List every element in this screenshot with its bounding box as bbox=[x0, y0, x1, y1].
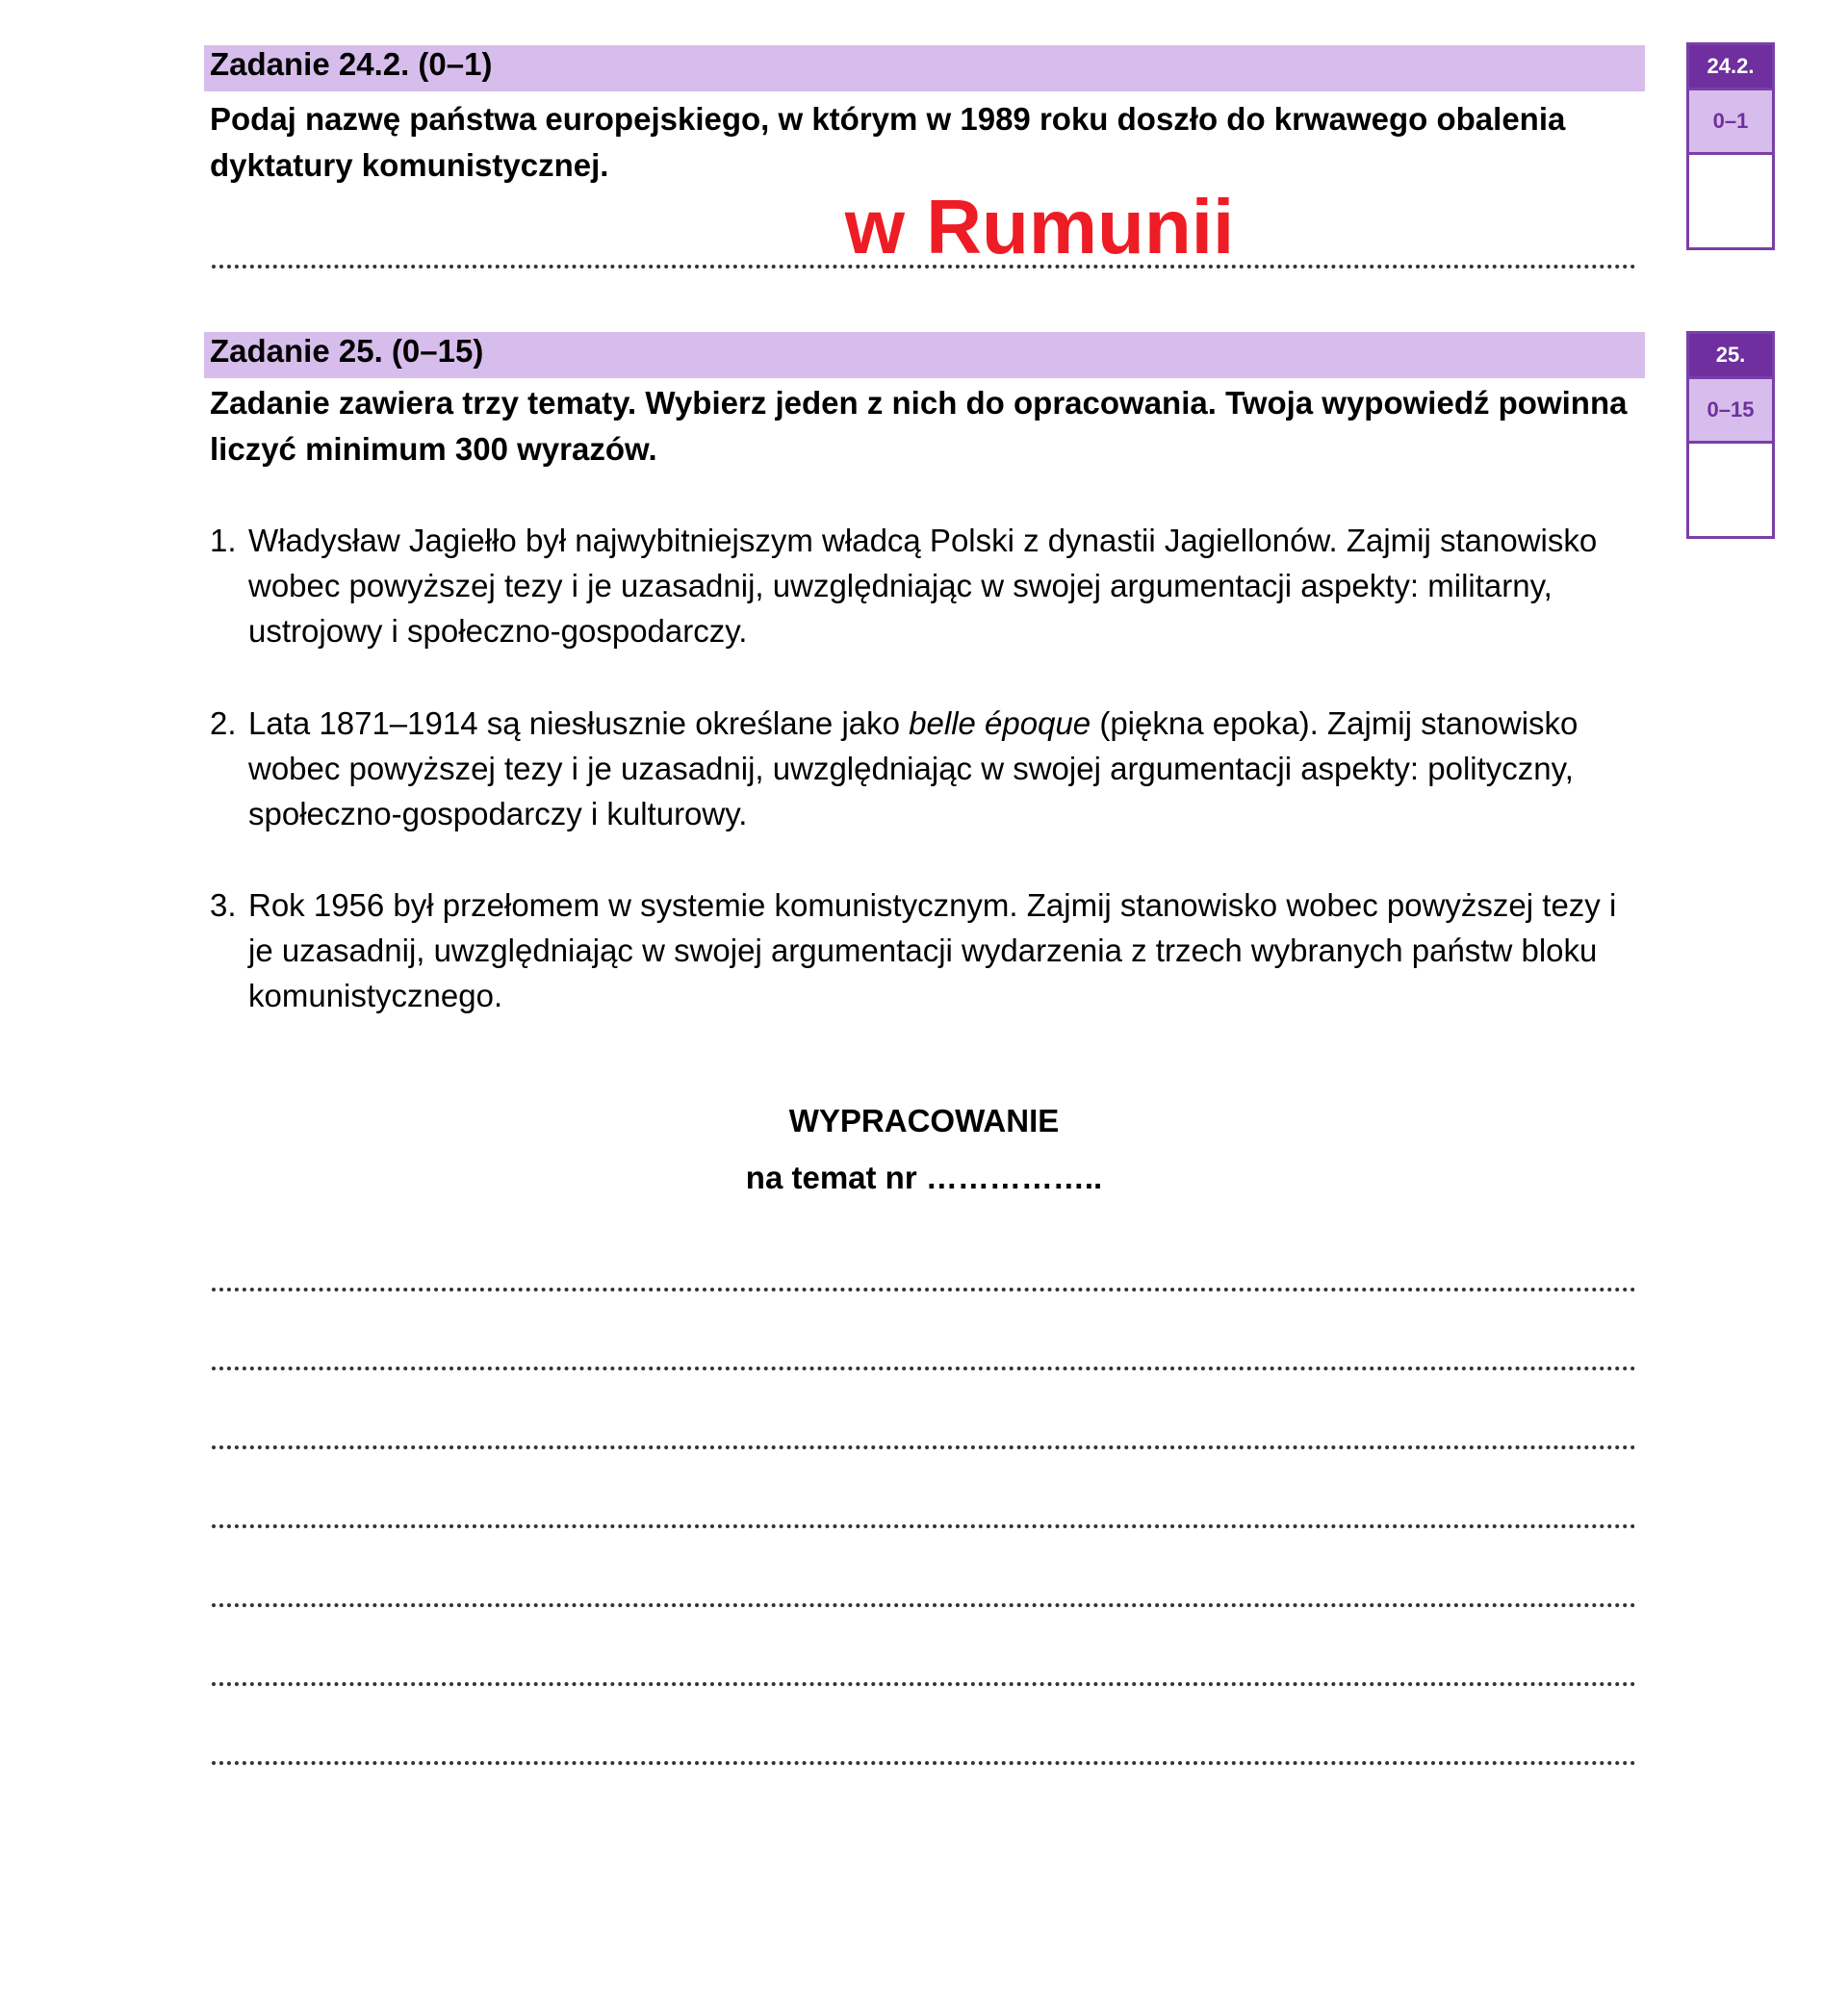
essay-line[interactable] bbox=[212, 1445, 1636, 1449]
task-24-2-handwritten-answer: w Rumunii bbox=[844, 184, 1235, 269]
task-25-score-field[interactable] bbox=[1689, 444, 1772, 536]
topic-1-number: 1. bbox=[210, 523, 237, 558]
topic-1-text: Władysław Jagiełło był najwybitniejszym władcą Polski z dynastii Jagiellonów. Zajmij stanowisko wobec powyższej tezy i je uzasadnij, uwzględniając w swojej argumentacji aspekty: militarny, ustrojowy i społeczno-gospodarczy. bbox=[248, 523, 1598, 649]
task-24-2-score-id: 24.2. bbox=[1689, 45, 1772, 88]
essay-topic-label: na temat nr …………….. bbox=[745, 1160, 1103, 1195]
topic-2-text-after: (piękna epoka). Zajmij stanowisko wobec powyższej tezy i je uzasadnij, uwzględniając w swojej argumentacji aspekty: polityczny, społeczno-gospodarczy i kulturowy. bbox=[248, 705, 1578, 831]
essay-line[interactable] bbox=[212, 1288, 1636, 1291]
task-25-score-id: 25. bbox=[1689, 334, 1772, 376]
task-25-score-range: 0–15 bbox=[1689, 376, 1772, 444]
task-24-2-title: Zadanie 24.2. (0–1) bbox=[210, 46, 493, 82]
task-24-2-score-box bbox=[1686, 42, 1775, 250]
topic-3-text: Rok 1956 był przełomem w systemie komunistycznym. Zajmij stanowisko wobec powyższej tezy i je uzasadnij, uwzględniając w swojej argumentacji wydarzenia z trzech wybranych państw bloku komunistycznego. bbox=[248, 887, 1617, 1013]
task-25-title: Zadanie 25. (0–15) bbox=[210, 333, 484, 369]
topic-1 bbox=[210, 518, 1644, 653]
task-24-2-score-range: 0–1 bbox=[1689, 88, 1772, 155]
task-24-2-question: Podaj nazwę państwa europejskiego, w którym w 1989 roku doszło do krwawego obalenia dyktatury komunistycznej. bbox=[210, 101, 1566, 183]
task-24-2-score-field[interactable] bbox=[1689, 155, 1772, 247]
topic-2-text-before: Lata 1871–1914 są niesłusznie określane jako bbox=[248, 705, 910, 741]
essay-line[interactable] bbox=[212, 1682, 1636, 1686]
topic-2-italic-term: belle époque bbox=[909, 705, 1091, 741]
topic-3-number: 3. bbox=[210, 887, 237, 923]
task-24-2-answer-line bbox=[212, 265, 1636, 268]
essay-line[interactable] bbox=[212, 1603, 1636, 1607]
essay-line[interactable] bbox=[212, 1761, 1636, 1765]
essay-line[interactable] bbox=[212, 1367, 1636, 1370]
task-25-score-box bbox=[1686, 331, 1775, 539]
topic-3 bbox=[210, 882, 1644, 1018]
topic-2-number: 2. bbox=[210, 705, 237, 741]
topic-2-text bbox=[210, 701, 1644, 836]
essay-line[interactable] bbox=[212, 1524, 1636, 1528]
task-25-instruction: Zadanie zawiera trzy tematy. Wybierz jeden z nich do opracowania. Twoja wypowiedź powinna liczyć minimum 300 wyrazów. bbox=[210, 385, 1628, 467]
essay-heading: WYPRACOWANIE bbox=[788, 1103, 1060, 1138]
topic-2 bbox=[210, 701, 1644, 836]
